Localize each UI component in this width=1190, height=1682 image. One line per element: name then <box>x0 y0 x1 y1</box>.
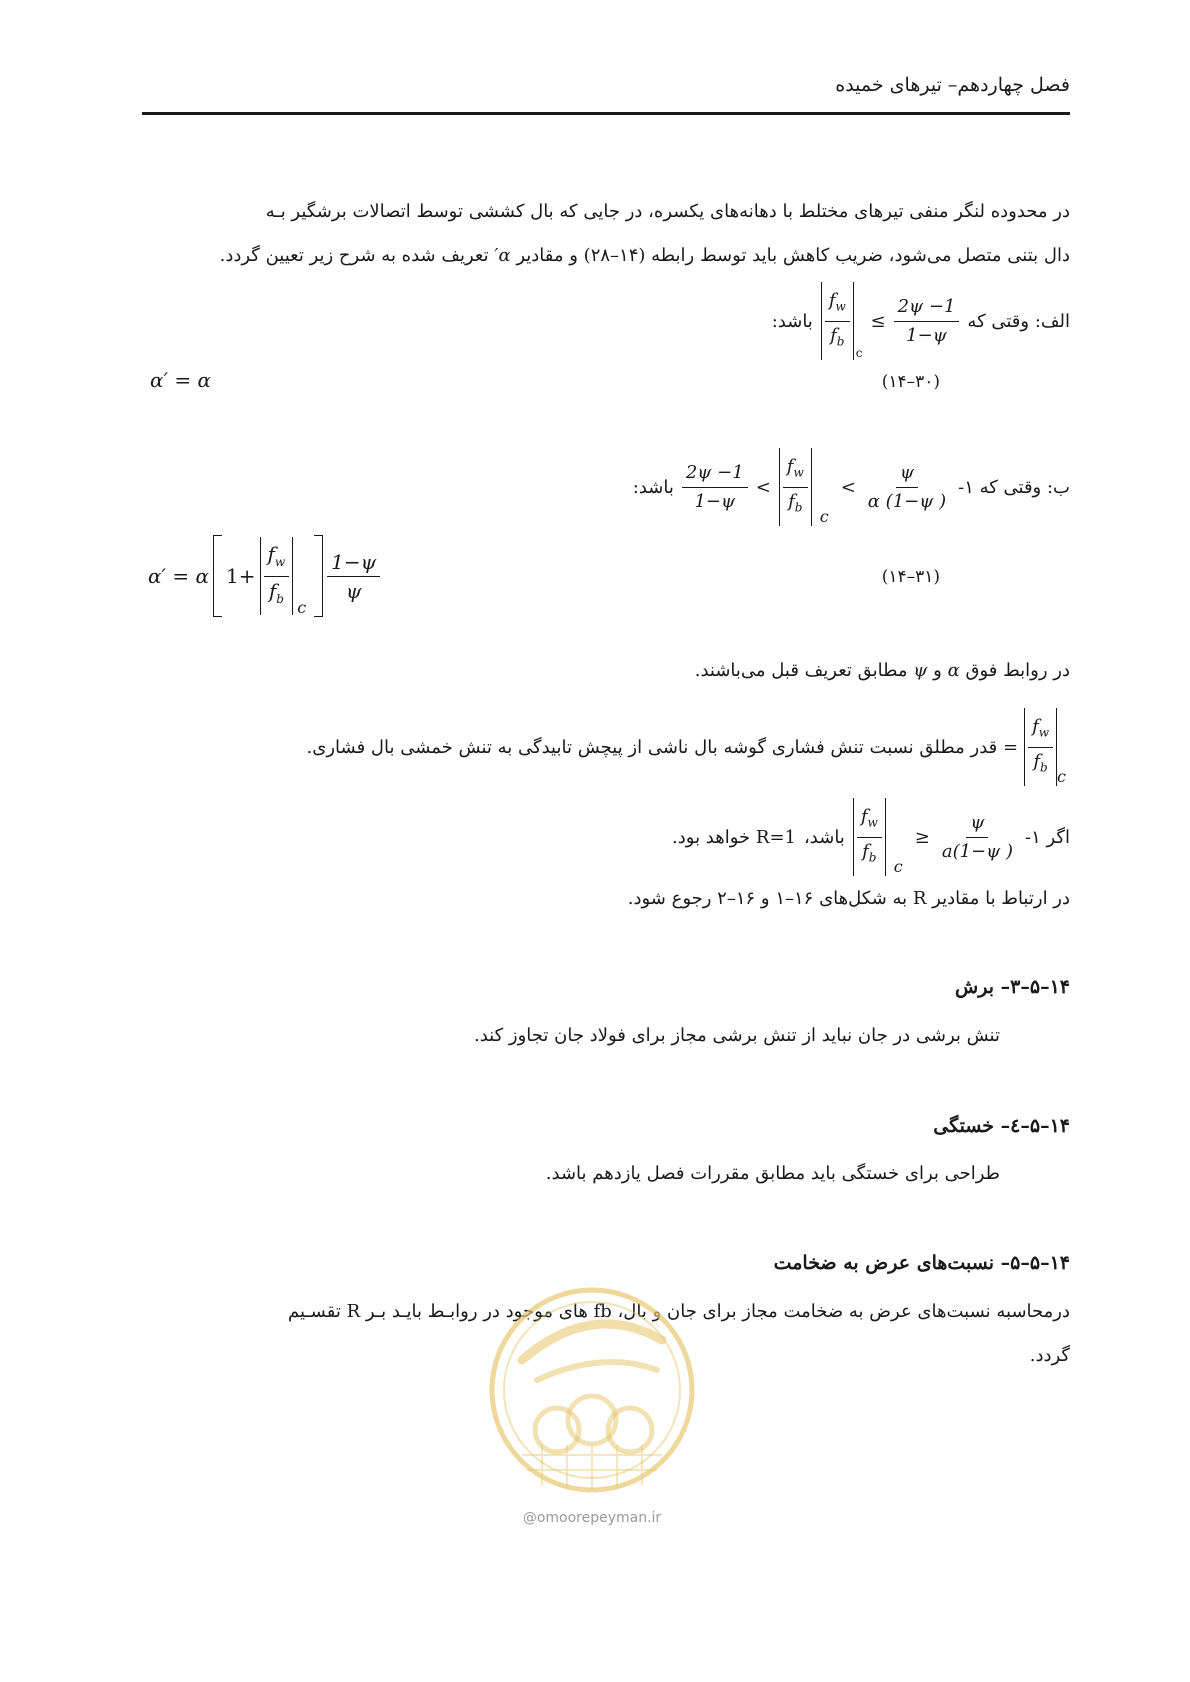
fw-fb-absolute-ratio: $\frac{f_w}{f_b}$ <box>821 282 854 360</box>
intro-line-2: دال بتنی متصل می‌شود، ضریب کاهش باید توسط رابطه (۱۴–۲۸) و مقادیر α′ تعریف شده به شرح زیر تعیین گردد. <box>219 245 1070 266</box>
watermark-logo <box>482 1280 702 1530</box>
definitions-line-3: اگر ۱- $\frac{f_w}{f_b}$ c ≥ $\frac{\psi}{a(1-\psi )}$ باشد، R=1 خواهد بود. <box>672 798 1070 876</box>
case-b-condition: ب: وقتی که ۱- $\frac{2\psi -1}{1-\psi}$ < $\frac{f_w}{f_b}$ c < $\frac{\psi}{\alpha (1-\psi )}$ باشد: <box>633 448 1070 526</box>
definitions-line-2: $\frac{f_w}{f_b}$ c = قدر مطلق نسبت تنش فشاری گوشه بال ناشی از پیچش تابیدگی به تنش خمشی بال فشاری. <box>307 708 1070 786</box>
watermark-emblem-icon <box>482 1280 702 1500</box>
case-a-inequality: $\frac{f_w}{f_b}$ c ≤ $\frac{2\psi -1}{1-\psi}$ <box>821 282 960 360</box>
intro-line-1: در محدوده لنگر منفی تیرهای مختلط با دهانه‌های یکسره، در جایی که بال کششی توسط اتصالات برشگیر بـه <box>265 201 1070 222</box>
definitions-line-1: در روابط فوق α و ψ مطابق تعریف قبل می‌باشند. <box>694 660 1070 681</box>
section-14-5-4-title: ۱۴–۵–٤– خستگی <box>933 1115 1070 1137</box>
equation-number-31: (۱۴–۳۱) <box>881 567 940 587</box>
section-14-5-3-body: تنش برشی در جان نباید از تنش برشی مجاز برای فولاد جان تجاوز کند. <box>474 1025 1000 1046</box>
equation-31: α′ = α 1+ $\frac{f_w}{f_b}$ c $\frac{1-\psi}{\psi}$ <box>148 535 380 617</box>
alpha-prime-symbol: α′ <box>494 245 511 266</box>
equation-30: α′ = α <box>150 368 212 392</box>
page-header-title: فصل چهاردهم– تیرهای خمیده <box>835 74 1070 96</box>
intro-paragraph <box>142 190 1070 278</box>
section-14-5-5-body: درمحاسبه نسبت‌های عرض به ضخامت مجاز برای جان و بال، fb های موجود در روابـط بایـد بـر R تقسـیم گردد. <box>288 1301 1070 1366</box>
section-14-5-4-body: طراحی برای خستگی باید مطابق مقررات فصل یازدهم باشد. <box>545 1163 1000 1184</box>
watermark-url: @omoorepeyman.ir <box>522 1510 662 1526</box>
case-b-inequality: $\frac{2\psi -1}{1-\psi}$ < $\frac{f_w}{f_b}$ c < $\frac{\psi}{\alpha (1-\psi )}$ <box>682 448 950 526</box>
case-a-condition: الف: وقتی که $\frac{f_w}{f_b}$ c ≤ $\frac{2\psi -1}{1-\psi}$ باشد: <box>772 282 1070 360</box>
header-rule <box>142 112 1070 115</box>
definitions-line-4: در ارتباط با مقادیر R به شکل‌های ۱۶–۱ و ۱۶–۲ رجوع شود. <box>627 888 1070 909</box>
equation-number-30: (۱۴–۳۰) <box>881 372 940 392</box>
section-14-5-3-title: ۱۴–۵–۳– برش <box>955 976 1070 998</box>
section-14-5-5-title: ۱۴–۵–۵– نسبت‌های عرض به ضخامت <box>773 1252 1070 1274</box>
